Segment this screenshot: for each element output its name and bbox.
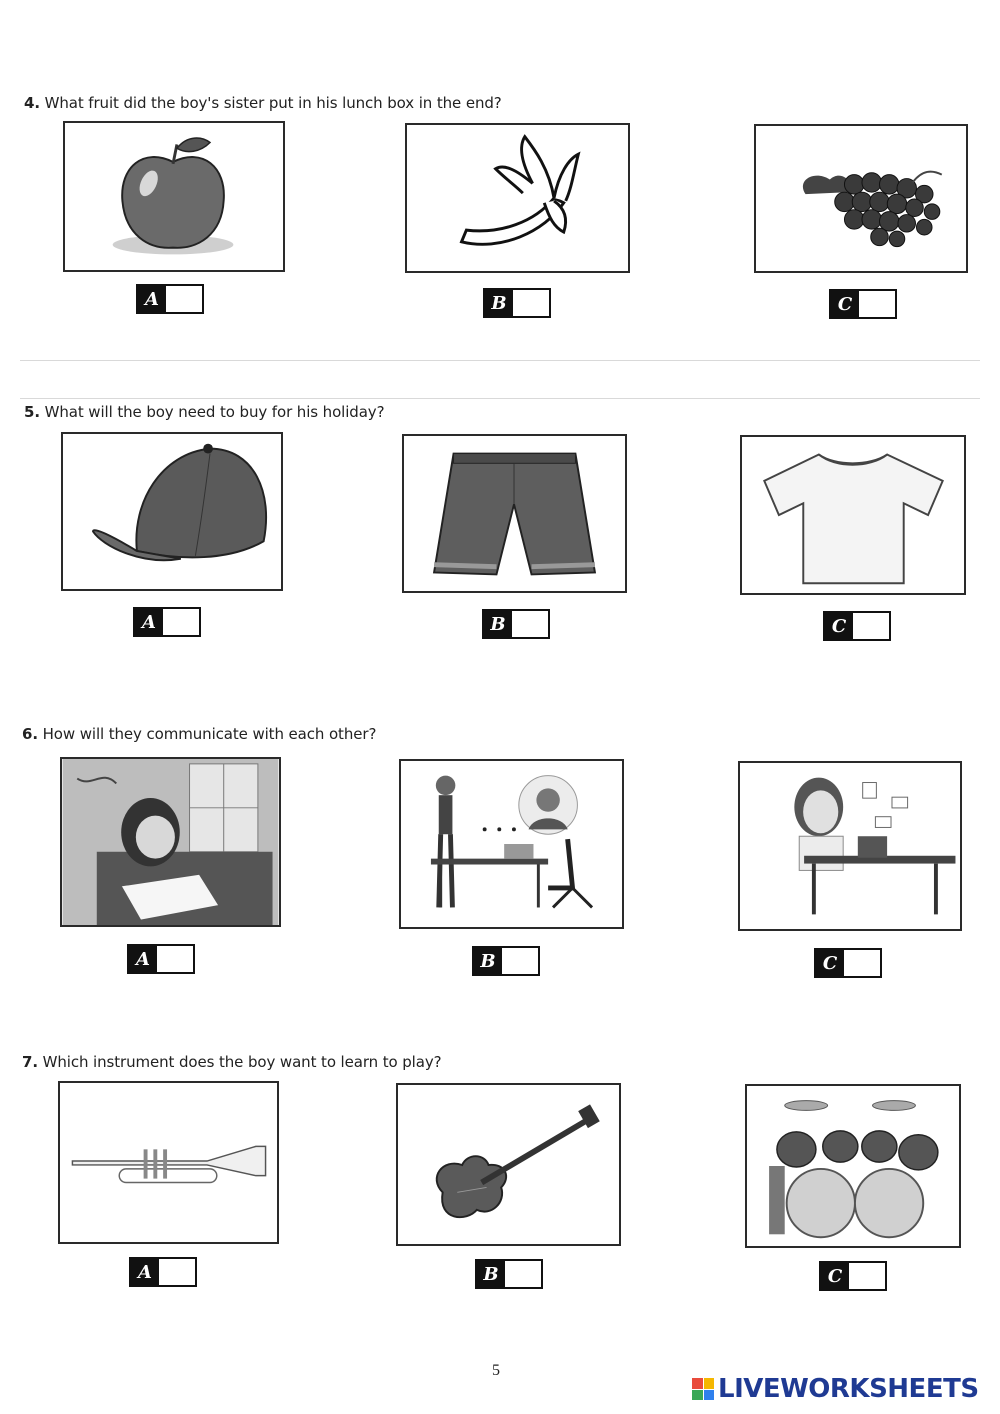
question-number: 6. — [22, 725, 38, 743]
option-label: B — [477, 1261, 505, 1287]
question-4 — [24, 94, 502, 112]
answer-box-q4-c[interactable] — [829, 289, 897, 319]
answer-box-q4-b[interactable] — [483, 288, 551, 318]
option-label: A — [131, 1259, 159, 1285]
option-label: C — [821, 1263, 849, 1289]
answer-input[interactable] — [166, 286, 202, 312]
question-7 — [22, 1053, 441, 1071]
question-text: What fruit did the boy's sister put in his lunch box in the end? — [44, 94, 502, 112]
liveworksheets-logo — [692, 1374, 979, 1404]
option-label: A — [135, 609, 163, 635]
option-label: A — [129, 946, 157, 972]
answer-box-q5-a[interactable] — [133, 607, 201, 637]
banana-image — [405, 123, 630, 273]
option-label: B — [485, 290, 513, 316]
answer-box-q7-c[interactable] — [819, 1261, 887, 1291]
letter-writing-image — [60, 757, 281, 927]
answer-box-q6-c[interactable] — [814, 948, 882, 978]
cap-image — [61, 432, 283, 591]
question-number: 4. — [24, 94, 40, 112]
shorts-image — [402, 434, 627, 593]
section-divider — [20, 398, 980, 399]
answer-input[interactable] — [512, 611, 548, 637]
brand-name: LIVEWORKSHEETS — [718, 1374, 979, 1404]
option-label: C — [831, 291, 859, 317]
answer-input[interactable] — [853, 613, 889, 639]
answer-input[interactable] — [513, 290, 549, 316]
email-image — [738, 761, 962, 931]
answer-box-q4-a[interactable] — [136, 284, 204, 314]
answer-box-q7-b[interactable] — [475, 1259, 543, 1289]
question-6 — [22, 725, 376, 743]
trumpet-image — [58, 1081, 279, 1244]
answer-box-q7-a[interactable] — [129, 1257, 197, 1287]
answer-input[interactable] — [157, 946, 193, 972]
t-shirt-image — [740, 435, 966, 595]
question-number: 7. — [22, 1053, 38, 1071]
answer-box-q6-b[interactable] — [472, 946, 540, 976]
question-text: What will the boy need to buy for his holiday? — [44, 403, 385, 421]
answer-box-q5-c[interactable] — [823, 611, 891, 641]
option-label: C — [816, 950, 844, 976]
answer-input[interactable] — [159, 1259, 195, 1285]
answer-box-q6-a[interactable] — [127, 944, 195, 974]
phone-call-image — [399, 759, 624, 929]
question-text: How will they communicate with each other? — [42, 725, 377, 743]
grapes-image — [754, 124, 968, 273]
answer-input[interactable] — [844, 950, 880, 976]
answer-input[interactable] — [859, 291, 895, 317]
option-label: C — [825, 613, 853, 639]
answer-input[interactable] — [849, 1263, 885, 1289]
drums-image — [745, 1084, 961, 1248]
answer-input[interactable] — [505, 1261, 541, 1287]
option-label: B — [484, 611, 512, 637]
apple-image — [63, 121, 285, 272]
section-divider — [20, 360, 980, 361]
question-number: 5. — [24, 403, 40, 421]
question-text: Which instrument does the boy want to learn to play? — [42, 1053, 442, 1071]
option-label: B — [474, 948, 502, 974]
page-number: 5 — [492, 1362, 500, 1379]
answer-input[interactable] — [502, 948, 538, 974]
answer-input[interactable] — [163, 609, 199, 635]
question-5 — [24, 403, 384, 421]
option-label: A — [138, 286, 166, 312]
liveworksheets-logo-icon — [692, 1378, 714, 1400]
guitar-image — [396, 1083, 621, 1246]
answer-box-q5-b[interactable] — [482, 609, 550, 639]
